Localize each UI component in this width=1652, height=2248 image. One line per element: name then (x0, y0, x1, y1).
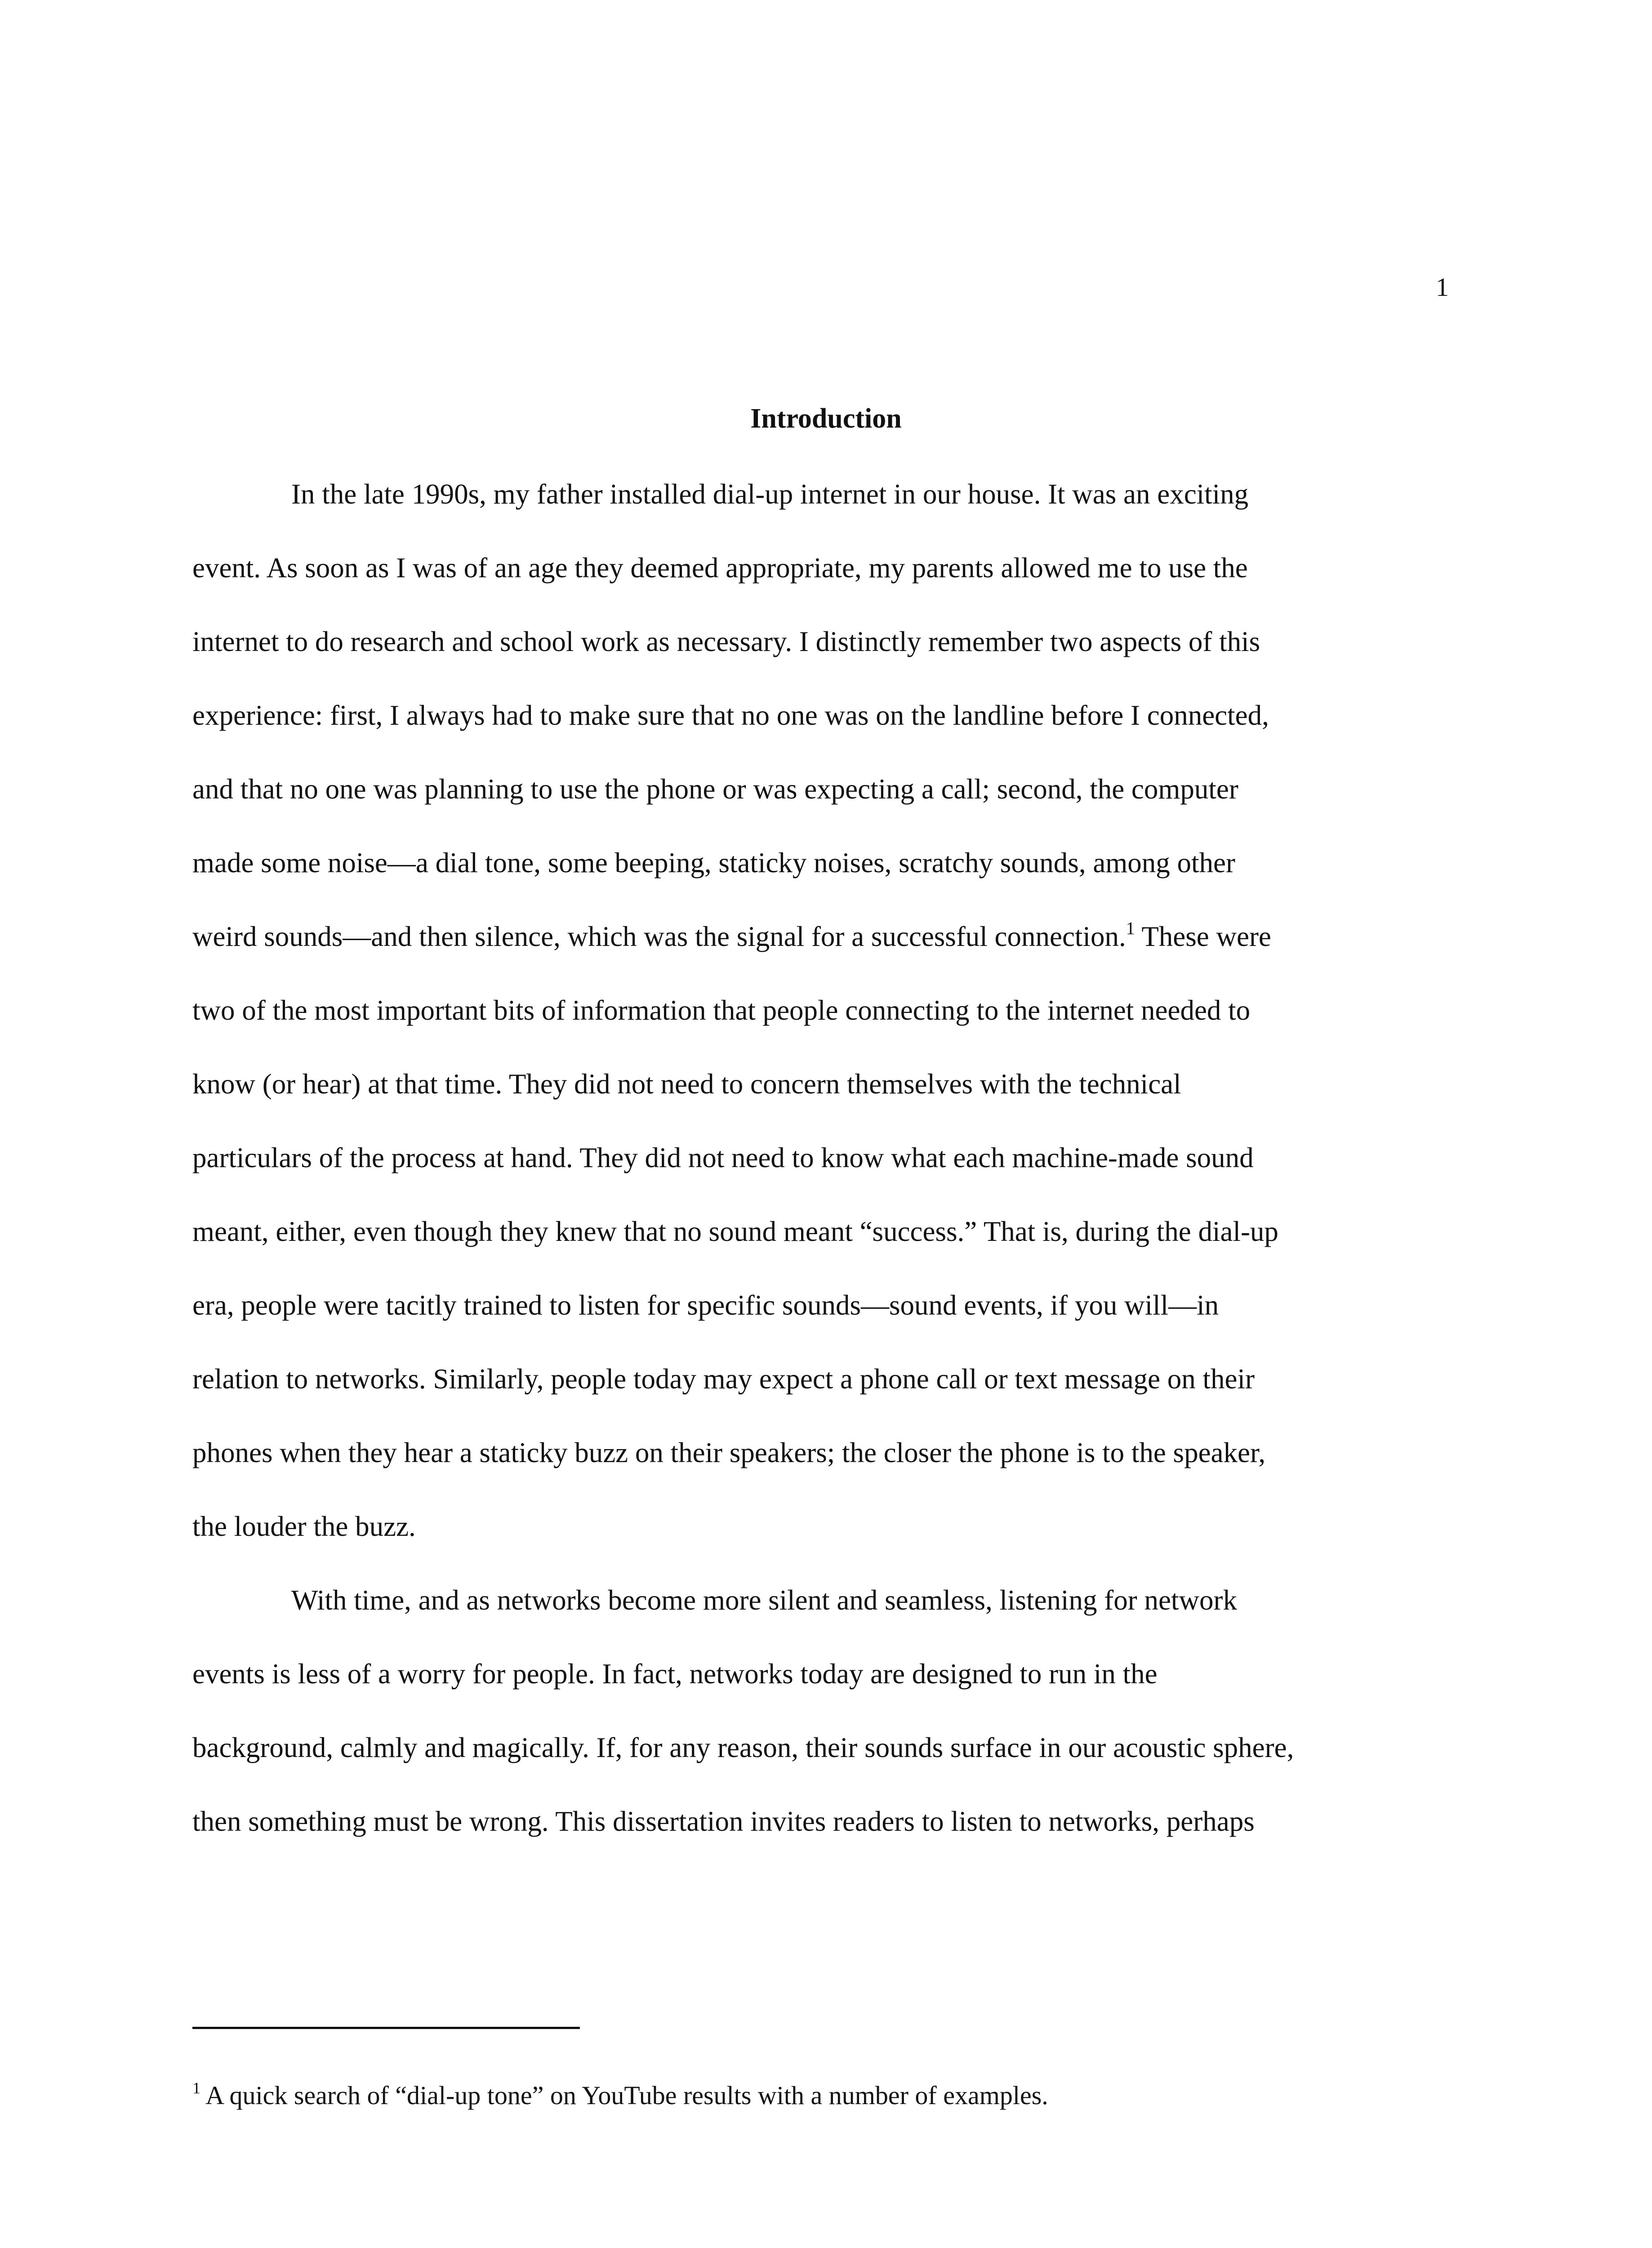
body-line: then something must be wrong. This dissertation invites readers to listen to networks, perhaps (192, 1806, 1255, 1837)
body-line: relation to networks. Similarly, people today may expect a phone call or text message on their (192, 1363, 1255, 1395)
body-line: two of the most important bits of information that people connecting to the internet needed to (192, 995, 1251, 1026)
body-line: the louder the buzz. (192, 1511, 416, 1542)
body-line: With time, and as networks become more silent and seamless, listening for network (291, 1584, 1237, 1616)
body-line-tail: These were (1135, 921, 1271, 952)
footnote-marker: 1 (192, 2079, 200, 2097)
body-line: made some noise—a dial tone, some beeping, staticky noises, scratchy sounds, among other (192, 847, 1235, 879)
footnote-text: A quick search of “dial-up tone” on YouTube results with a number of examples. (200, 2081, 1048, 2110)
body-line-text: weird sounds—and then silence, which was the signal for a successful connection. (192, 921, 1126, 952)
footnote-separator (192, 2027, 580, 2029)
body-line: internet to do research and school work as necessary. I distinctly remember two aspects of this (192, 626, 1260, 657)
footnote (192, 2079, 1048, 2110)
body-line: In the late 1990s, my father installed dial-up internet in our house. It was an exciting (291, 478, 1249, 510)
section-heading: Introduction (750, 403, 902, 434)
body-line: event. As soon as I was of an age they deemed appropriate, my parents allowed me to use the (192, 552, 1248, 584)
page-number: 1 (1436, 272, 1449, 302)
body-line: phones when they hear a staticky buzz on their speakers; the closer the phone is to the speaker, (192, 1437, 1266, 1468)
body-line: and that no one was planning to use the phone or was expecting a call; second, the computer (192, 773, 1238, 805)
body-line: meant, either, even though they knew that no sound meant “success.” That is, during the dial-up (192, 1216, 1278, 1247)
body-line: experience: first, I always had to make sure that no one was on the landline before I connected, (192, 700, 1269, 731)
footnote-reference[interactable]: 1 (1126, 918, 1135, 938)
body-line-with-footnote-ref (192, 918, 1271, 952)
body-line: events is less of a worry for people. In fact, networks today are designed to run in the (192, 1658, 1158, 1690)
body-line: background, calmly and magically. If, for any reason, their sounds surface in our acoustic sphere, (192, 1732, 1294, 1763)
body-line: era, people were tacitly trained to listen for specific sounds—sound events, if you will—in (192, 1289, 1219, 1321)
body-line: know (or hear) at that time. They did not need to concern themselves with the technical (192, 1068, 1181, 1100)
body-line: particulars of the process at hand. They did not need to know what each machine-made sound (192, 1142, 1254, 1173)
